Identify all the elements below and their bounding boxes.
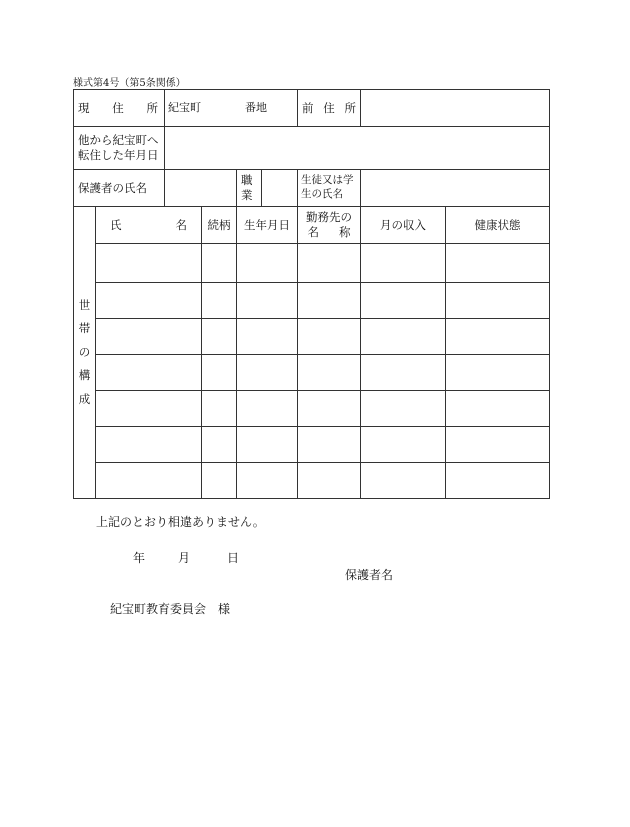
- member-birthdate-cell[interactable]: [237, 319, 298, 355]
- member-relation-cell[interactable]: [202, 283, 237, 319]
- move-in-date-row: [74, 127, 550, 170]
- member-workplace-cell[interactable]: [298, 244, 361, 283]
- member-income-cell[interactable]: [361, 391, 446, 427]
- occupation-field[interactable]: [262, 170, 298, 207]
- member-workplace-cell[interactable]: [298, 391, 361, 427]
- household-member-row: [74, 391, 550, 427]
- address-row: [74, 90, 550, 127]
- header-relation: 続柄: [202, 207, 237, 244]
- member-workplace-cell[interactable]: [298, 427, 361, 463]
- member-workplace-cell[interactable]: [298, 463, 361, 499]
- member-relation-cell[interactable]: [202, 463, 237, 499]
- member-health-cell[interactable]: [446, 319, 550, 355]
- guardian-name-label: 保護者の氏名: [74, 170, 165, 207]
- member-name-cell[interactable]: [96, 355, 202, 391]
- member-health-cell[interactable]: [446, 283, 550, 319]
- member-birthdate-cell[interactable]: [237, 463, 298, 499]
- guardian-name-field[interactable]: [165, 170, 237, 207]
- previous-address-label: 前 住 所: [298, 90, 361, 127]
- member-workplace-cell[interactable]: [298, 355, 361, 391]
- guardian-signature-label: 保護者名: [345, 568, 394, 582]
- student-name-field[interactable]: [361, 170, 550, 207]
- member-income-cell[interactable]: [361, 283, 446, 319]
- header-income: 月の収入: [361, 207, 446, 244]
- household-member-row: [74, 355, 550, 391]
- household-member-row: [74, 283, 550, 319]
- application-form-table: [73, 89, 550, 499]
- banchi-label: 番地: [245, 100, 267, 114]
- member-birthdate-cell[interactable]: [237, 391, 298, 427]
- member-name-cell[interactable]: [96, 427, 202, 463]
- household-header-row: [74, 207, 550, 244]
- household-member-row: [74, 427, 550, 463]
- household-member-row: [74, 319, 550, 355]
- header-name: 氏 名: [96, 207, 202, 244]
- previous-address-field[interactable]: [361, 90, 550, 127]
- member-name-cell[interactable]: [96, 463, 202, 499]
- date-month-label: 月: [178, 551, 191, 565]
- member-health-cell[interactable]: [446, 427, 550, 463]
- town-name: 紀宝町: [168, 100, 201, 114]
- member-birthdate-cell[interactable]: [237, 355, 298, 391]
- member-income-cell[interactable]: [361, 463, 446, 499]
- member-birthdate-cell[interactable]: [237, 427, 298, 463]
- member-health-cell[interactable]: [446, 463, 550, 499]
- member-name-cell[interactable]: [96, 283, 202, 319]
- member-income-cell[interactable]: [361, 427, 446, 463]
- guardian-row: [74, 170, 550, 207]
- member-birthdate-cell[interactable]: [237, 283, 298, 319]
- header-birthdate: 生年月日: [237, 207, 298, 244]
- occupation-label: 職 業: [237, 170, 262, 207]
- member-relation-cell[interactable]: [202, 391, 237, 427]
- confirmation-statement: 上記のとおり相違ありません。: [96, 515, 265, 529]
- move-in-date-field[interactable]: [165, 127, 550, 170]
- household-member-row: [74, 463, 550, 499]
- current-address-label: 現 住 所: [74, 90, 165, 127]
- member-health-cell[interactable]: [446, 355, 550, 391]
- member-relation-cell[interactable]: [202, 319, 237, 355]
- member-name-cell[interactable]: [96, 319, 202, 355]
- member-health-cell[interactable]: [446, 244, 550, 283]
- member-income-cell[interactable]: [361, 244, 446, 283]
- member-relation-cell[interactable]: [202, 244, 237, 283]
- household-composition-label: 世 帯 の 構 成: [74, 207, 96, 499]
- member-income-cell[interactable]: [361, 355, 446, 391]
- member-workplace-cell[interactable]: [298, 283, 361, 319]
- move-in-date-label: 他から紀宝町へ 転住した年月日: [74, 127, 165, 170]
- form-title: 様式第4号（第5条関係）: [73, 78, 186, 89]
- date-day-label: 日: [227, 551, 240, 565]
- member-income-cell[interactable]: [361, 319, 446, 355]
- member-workplace-cell[interactable]: [298, 319, 361, 355]
- current-address-field[interactable]: [165, 90, 298, 127]
- household-member-row: [74, 244, 550, 283]
- member-name-cell[interactable]: [96, 391, 202, 427]
- date-year-label: 年: [133, 551, 146, 565]
- student-name-label: 生徒又は学 生の氏名: [298, 170, 361, 207]
- member-birthdate-cell[interactable]: [237, 244, 298, 283]
- member-health-cell[interactable]: [446, 391, 550, 427]
- header-health: 健康状態: [446, 207, 550, 244]
- addressee: 紀宝町教育委員会 様: [110, 602, 231, 616]
- member-relation-cell[interactable]: [202, 427, 237, 463]
- member-relation-cell[interactable]: [202, 355, 237, 391]
- header-workplace: 勤務先の 名 称: [298, 207, 361, 244]
- member-name-cell[interactable]: [96, 244, 202, 283]
